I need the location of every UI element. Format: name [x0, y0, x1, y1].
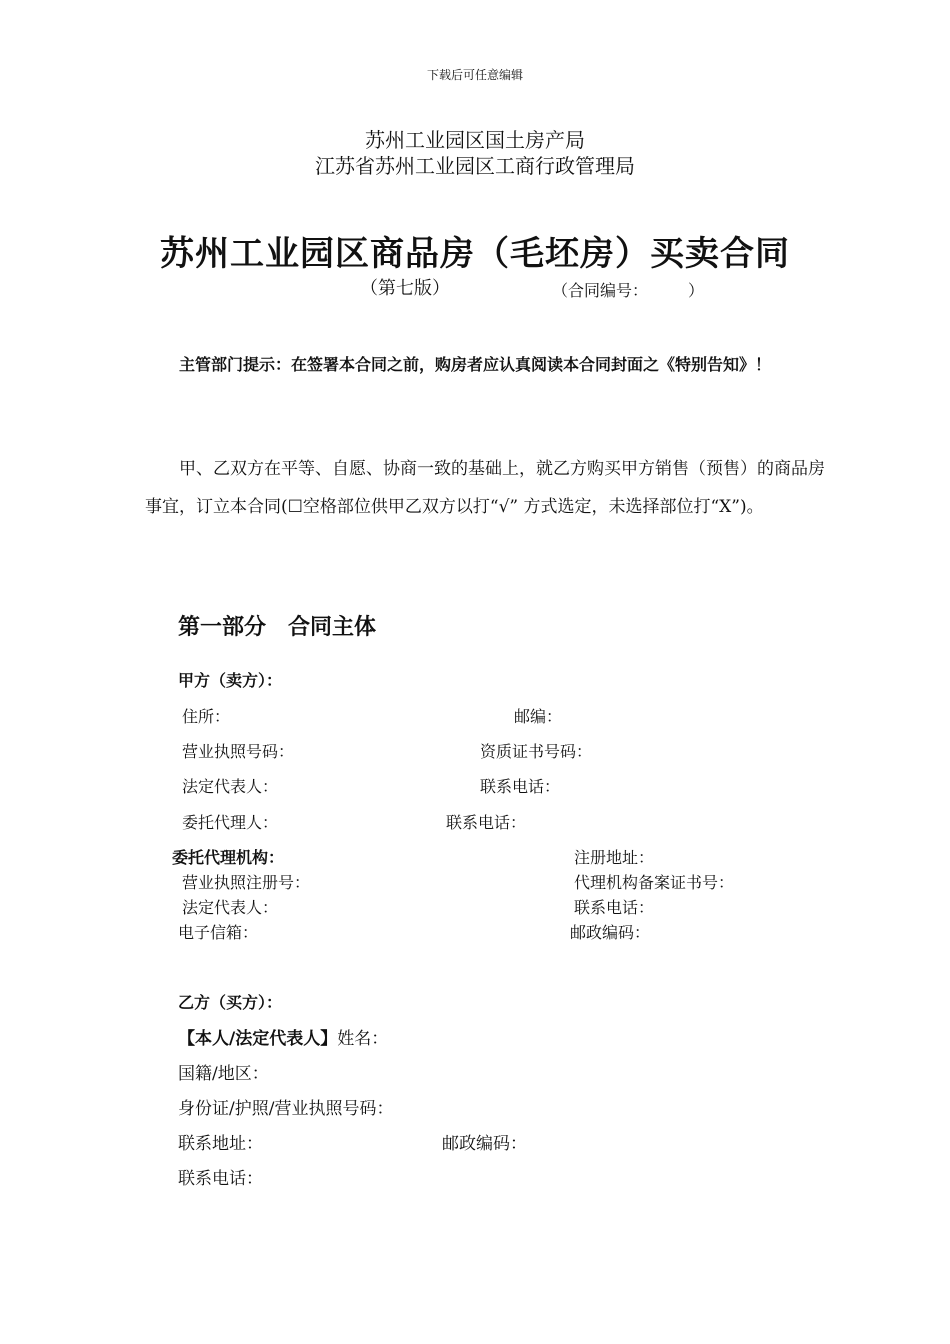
agency-email-label: 电子信箱： — [178, 923, 259, 942]
header-note: 下载后可任意编辑 — [426, 68, 523, 82]
party-a-legal-rep-label: 法定代表人： — [182, 777, 279, 796]
party-a-phone-label: 联系电话： — [480, 777, 561, 796]
agency-phone-label: 联系电话： — [574, 898, 655, 917]
part1-heading: 第一部分 合同主体 — [178, 615, 377, 640]
party-b-address-label: 联系地址： — [178, 1134, 263, 1154]
party-b-name-row — [178, 1024, 388, 1049]
party-b-phone-label: 联系电话： — [178, 1169, 263, 1189]
agency-heading: 委托代理机构： — [172, 848, 285, 867]
party-a-heading: 甲方（卖方）： — [178, 671, 283, 690]
agency-filing-label: 代理机构备案证书号： — [574, 873, 735, 892]
agency-reg-address-label: 注册地址： — [574, 848, 655, 867]
party-a-agent-phone-label: 联系电话： — [446, 813, 527, 832]
party-a-address-label: 住所： — [182, 707, 231, 726]
contract-number-label: （合同编号： ） — [552, 281, 705, 300]
party-b-heading: 乙方（买方）： — [178, 993, 283, 1012]
party-b-name-label: 姓名： — [337, 1029, 389, 1049]
edition-label: （第七版） — [360, 278, 450, 299]
issuer-commerce-bureau: 江苏省苏州工业园区工商行政管理局 — [315, 154, 635, 178]
party-a-postcode-label: 邮编： — [514, 707, 563, 726]
party-a-license-label: 营业执照号码： — [182, 742, 295, 761]
agency-license-label: 营业执照注册号： — [182, 873, 311, 892]
party-b-self-label: 【本人/法定代表人】 — [178, 1029, 338, 1049]
document-title: 苏州工业园区商品房（毛坯房）买卖合同 — [160, 234, 790, 274]
preamble-paragraph: 甲、乙双方在平等、自愿、协商一致的基础上，就乙方购买甲方销售（预售）的商品房事宜，订立本合同(☐空格部位供甲乙双方以打“√” 方式选定，未选择部位打“X”)。 — [145, 459, 825, 517]
agency-postcode-label: 邮政编码： — [570, 923, 651, 942]
agency-legal-rep-label: 法定代表人： — [182, 898, 279, 917]
authority-notice: 主管部门提示：在签署本合同之前，购房者应认真阅读本合同封面之《特别告知》！ — [179, 355, 772, 374]
party-b-nationality-label: 国籍/地区： — [178, 1064, 269, 1084]
issuer-land-bureau: 苏州工业园区国土房产局 — [365, 128, 585, 152]
party-b-postcode-label: 邮政编码： — [442, 1134, 527, 1154]
party-b-id-label: 身份证/护照/营业执照号码： — [178, 1099, 394, 1119]
party-a-agent-label: 委托代理人： — [182, 813, 279, 832]
party-a-qualification-label: 资质证书号码： — [480, 742, 593, 761]
